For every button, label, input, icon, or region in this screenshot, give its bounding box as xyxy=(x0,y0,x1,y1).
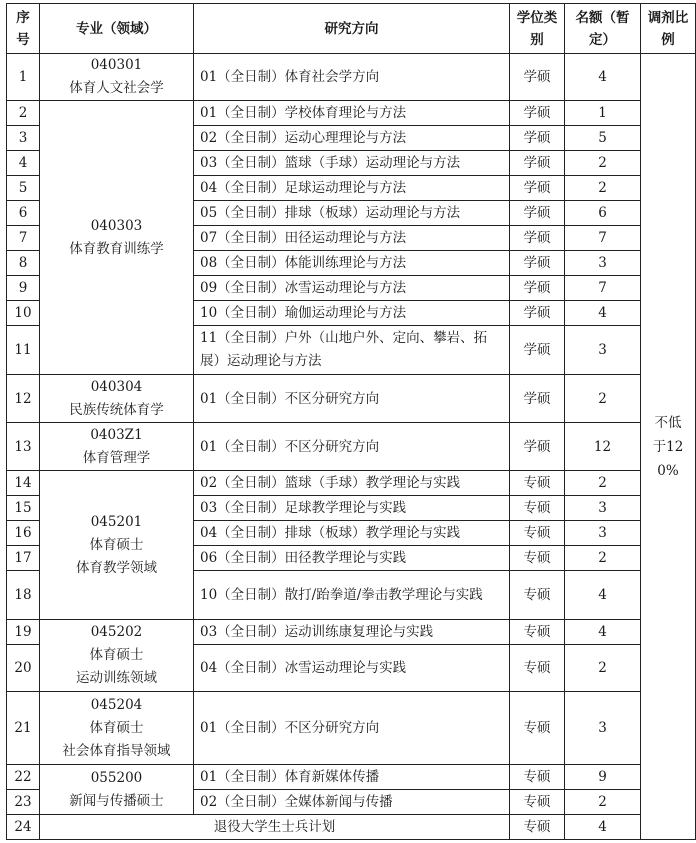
row-degree: 学硕 xyxy=(510,276,565,301)
row-direction: 02（全日制）篮球（手球）教学理论与实践 xyxy=(194,471,510,496)
table-row xyxy=(7,423,696,471)
row-direction: 03（全日制）足球教学理论与实践 xyxy=(194,496,510,521)
row-direction: 02（全日制）运动心理理论与方法 xyxy=(194,126,510,151)
ratio-text: 不低于120% xyxy=(652,414,684,479)
row-quota: 2 xyxy=(565,375,641,423)
row-quota: 6 xyxy=(565,201,641,226)
row-quota: 3 xyxy=(565,326,641,375)
row-direction: 08（全日制）体能训练理论与方法 xyxy=(194,251,510,276)
row-direction: 01（全日制）不区分研究方向 xyxy=(194,423,510,471)
row-degree: 专硕 xyxy=(510,471,565,496)
major-field: 社会体育指导领域 xyxy=(62,742,171,759)
table-row xyxy=(7,765,696,790)
row-direction: 10（全日制）瑜伽运动理论与方法 xyxy=(194,301,510,326)
major-cell xyxy=(40,54,194,101)
row-direction: 04（全日制）足球运动理论与方法 xyxy=(194,176,510,201)
row-quota: 7 xyxy=(565,226,641,251)
row-seq: 18 xyxy=(7,571,40,620)
row-degree: 专硕 xyxy=(510,815,565,840)
row-quota: 3 xyxy=(565,251,641,276)
header-seq: 序号 xyxy=(7,4,40,54)
row-degree: 学硕 xyxy=(510,176,565,201)
row-quota: 7 xyxy=(565,276,641,301)
row-seq: 6 xyxy=(7,201,40,226)
row-degree: 学硕 xyxy=(510,326,565,375)
major-name: 体育教育训练学 xyxy=(69,240,164,257)
major-cell xyxy=(40,423,194,471)
row-seq: 9 xyxy=(7,276,40,301)
row-direction: 03（全日制）篮球（手球）运动理论与方法 xyxy=(194,151,510,176)
major-field: 运动训练领域 xyxy=(76,670,157,686)
row-quota: 2 xyxy=(565,546,641,571)
major-code: 055200 xyxy=(90,769,143,786)
row-quota: 5 xyxy=(565,126,641,151)
row-degree: 专硕 xyxy=(510,620,565,645)
major-name: 体育管理学 xyxy=(82,449,151,466)
enrollment-table xyxy=(6,3,696,840)
major-field: 体育教学领域 xyxy=(76,559,157,576)
major-name: 体育硕士 xyxy=(89,536,144,553)
row-seq: 12 xyxy=(7,375,40,423)
table-row xyxy=(7,375,696,423)
row-quota: 4 xyxy=(565,815,641,840)
major-code: 040303 xyxy=(90,217,143,234)
row-quota: 4 xyxy=(565,620,641,645)
row-direction: 01（全日制）不区分研究方向 xyxy=(194,375,510,423)
row-seq: 16 xyxy=(7,521,40,546)
row-seq: 23 xyxy=(7,790,40,815)
row-degree: 专硕 xyxy=(510,645,565,692)
row-seq: 13 xyxy=(7,423,40,471)
row-direction: 03（全日制）运动训练康复理论与实践 xyxy=(194,620,510,645)
row-direction: 01（全日制）体育新媒体传播 xyxy=(194,765,510,790)
row-direction: 01（全日制）不区分研究方向 xyxy=(194,692,510,765)
header-degree: 学位类别 xyxy=(510,4,565,54)
row-quota: 2 xyxy=(565,176,641,201)
major-cell xyxy=(40,765,194,815)
row-quota: 3 xyxy=(565,521,641,546)
row-seq: 22 xyxy=(7,765,40,790)
major-cell xyxy=(40,471,194,620)
row-quota: 3 xyxy=(565,692,641,765)
row-degree: 专硕 xyxy=(510,496,565,521)
major-cell xyxy=(40,375,194,423)
row-seq: 11 xyxy=(7,326,40,375)
major-name: 体育人文社会学 xyxy=(69,80,164,96)
major-name: 民族传统体育学 xyxy=(69,401,164,418)
major-code: 0403Z1 xyxy=(90,426,143,443)
row-quota: 2 xyxy=(565,471,641,496)
row-seq: 15 xyxy=(7,496,40,521)
row-seq: 1 xyxy=(7,54,40,101)
table-row xyxy=(7,471,696,496)
row-quota: 4 xyxy=(565,301,641,326)
row-direction: 04（全日制）冰雪运动理论与实践 xyxy=(194,645,510,692)
major-name: 体育硕士 xyxy=(89,719,144,736)
major-code: 045202 xyxy=(90,624,143,640)
row-quota: 2 xyxy=(565,151,641,176)
row-seq: 21 xyxy=(7,692,40,765)
major-cell xyxy=(40,101,194,375)
row-direction: 04（全日制）排球（板球）教学理论与实践 xyxy=(194,521,510,546)
row-direction: 05（全日制）排球（板球）运动理论与方法 xyxy=(194,201,510,226)
row-seq: 10 xyxy=(7,301,40,326)
ratio-cell xyxy=(641,54,696,840)
row-degree: 学硕 xyxy=(510,423,565,471)
table-row xyxy=(7,54,696,101)
header-ratio: 调剂比例 xyxy=(641,4,696,54)
major-cell xyxy=(40,620,194,692)
row-seq: 4 xyxy=(7,151,40,176)
row-seq: 24 xyxy=(7,815,40,840)
row-seq: 17 xyxy=(7,546,40,571)
row-degree: 学硕 xyxy=(510,226,565,251)
row-direction: 退役大学生士兵计划 xyxy=(40,815,510,840)
row-direction: 10（全日制）散打/跆拳道/拳击教学理论与实践 xyxy=(194,571,510,620)
row-direction: 07（全日制）田径运动理论与方法 xyxy=(194,226,510,251)
header-quota: 名额（暂定） xyxy=(565,4,641,54)
row-direction: 01（全日制）体育社会学方向 xyxy=(194,54,510,101)
row-quota: 4 xyxy=(565,571,641,620)
major-name: 体育硕士 xyxy=(89,647,144,663)
row-quota: 2 xyxy=(565,790,641,815)
row-quota: 12 xyxy=(565,423,641,471)
row-seq: 7 xyxy=(7,226,40,251)
row-quota: 9 xyxy=(565,765,641,790)
header-direction: 研究方向 xyxy=(194,4,510,54)
major-code: 040304 xyxy=(90,378,143,395)
row-seq: 3 xyxy=(7,126,40,151)
major-code: 045201 xyxy=(90,513,143,530)
row-degree: 学硕 xyxy=(510,375,565,423)
row-direction: 02（全日制）全媒体新闻与传播 xyxy=(194,790,510,815)
row-degree: 专硕 xyxy=(510,765,565,790)
row-direction: 06（全日制）田径教学理论与实践 xyxy=(194,546,510,571)
row-direction: 09（全日制）冰雪运动理论与方法 xyxy=(194,276,510,301)
row-degree: 专硕 xyxy=(510,790,565,815)
row-degree: 专硕 xyxy=(510,521,565,546)
row-degree: 专硕 xyxy=(510,692,565,765)
row-degree: 学硕 xyxy=(510,251,565,276)
row-seq: 8 xyxy=(7,251,40,276)
row-direction: 01（全日制）学校体育理论与方法 xyxy=(194,101,510,126)
row-degree: 学硕 xyxy=(510,201,565,226)
row-seq: 19 xyxy=(7,620,40,645)
row-degree: 学硕 xyxy=(510,301,565,326)
table-row xyxy=(7,815,696,840)
row-seq: 20 xyxy=(7,645,40,692)
row-seq: 14 xyxy=(7,471,40,496)
row-degree: 学硕 xyxy=(510,54,565,101)
major-code: 045204 xyxy=(90,696,143,713)
row-quota: 1 xyxy=(565,101,641,126)
table-row xyxy=(7,620,696,645)
row-quota: 4 xyxy=(565,54,641,101)
major-cell xyxy=(40,692,194,765)
row-quota: 3 xyxy=(565,496,641,521)
row-degree: 专硕 xyxy=(510,571,565,620)
row-seq: 5 xyxy=(7,176,40,201)
row-degree: 学硕 xyxy=(510,151,565,176)
table-row xyxy=(7,692,696,765)
row-degree: 专硕 xyxy=(510,546,565,571)
table-row xyxy=(7,101,696,126)
row-quota: 2 xyxy=(565,645,641,692)
major-name: 新闻与传播硕士 xyxy=(69,792,164,809)
row-direction: 11（全日制）户外（山地户外、定向、攀岩、拓展）运动理论与方法 xyxy=(194,326,510,375)
header-row xyxy=(7,4,696,54)
major-code: 040301 xyxy=(90,57,143,73)
row-degree: 学硕 xyxy=(510,126,565,151)
row-degree: 学硕 xyxy=(510,101,565,126)
header-major: 专业（领域） xyxy=(40,4,194,54)
row-seq: 2 xyxy=(7,101,40,126)
